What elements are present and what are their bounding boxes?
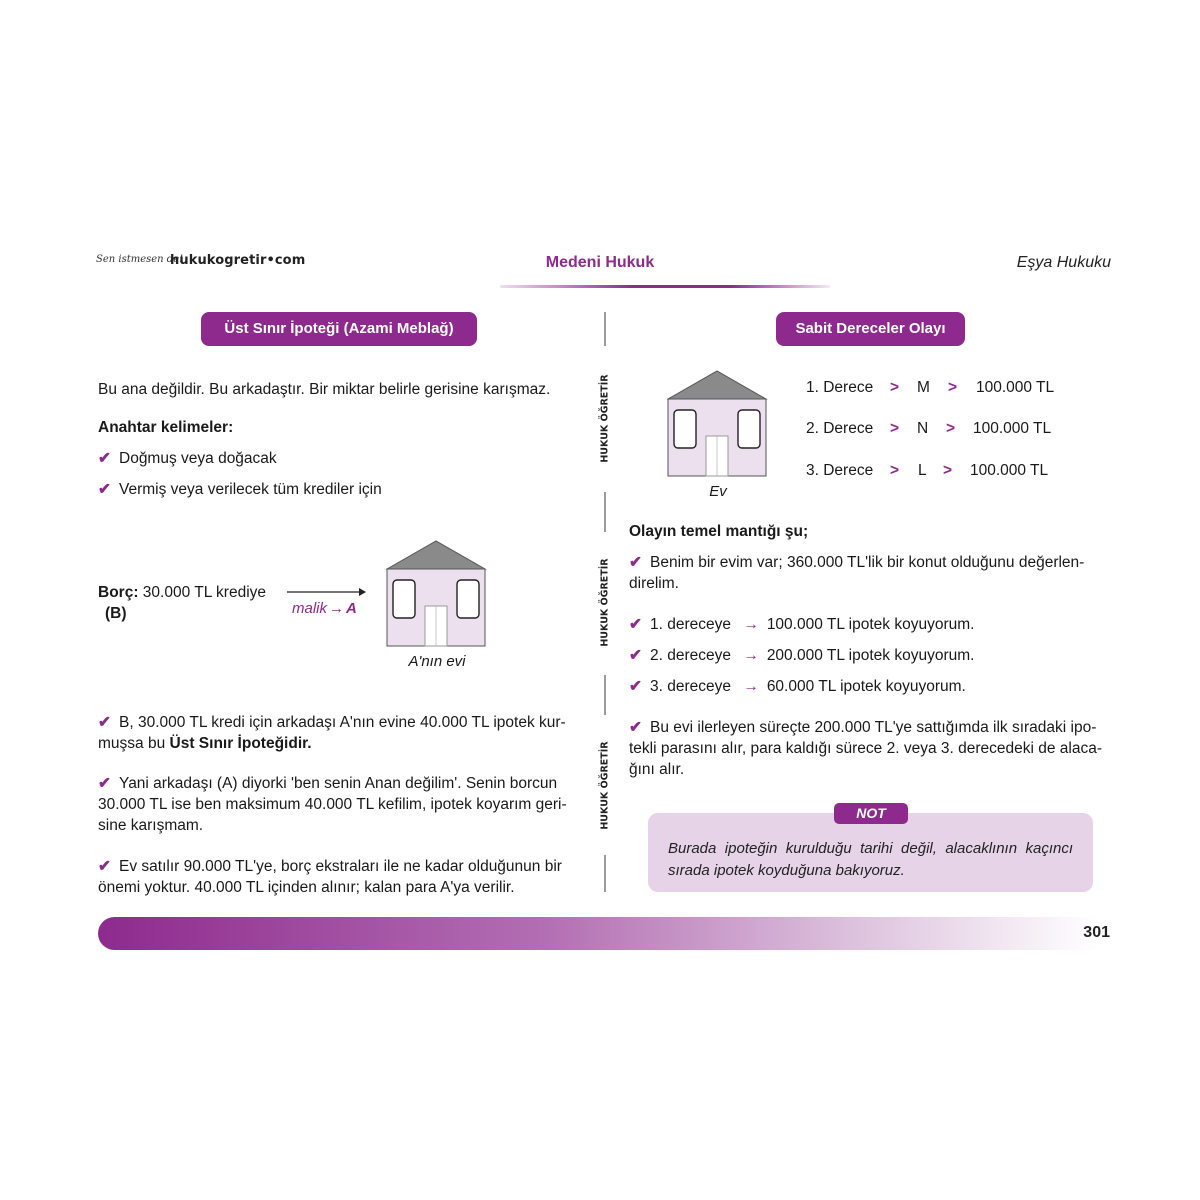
page-header-title: Medeni Hukuk <box>545 254 655 271</box>
section-title: Eşya Hukuku <box>1016 254 1111 271</box>
check-icon: ✔ <box>98 858 111 875</box>
debt-party: (B) <box>105 605 127 622</box>
arrow-icon: → <box>743 678 759 695</box>
keyword-item: ✔ Vermiş veya verilecek tüm krediler için <box>98 481 382 498</box>
header-underline <box>500 285 830 288</box>
owner-label: malik → A <box>292 600 357 617</box>
house-caption: A'nın evi <box>408 653 466 670</box>
paragraph: ✔ Yani arkadaşı (A) diyorki 'ben senin Anan değilim'. Senin borcun 30.000 TL ise ben maksimum 40.000 TL kefilim, ipotek koyarım geri- sine karışmam. <box>98 775 567 834</box>
house-icon <box>667 370 769 478</box>
column-divider <box>604 492 606 532</box>
column-divider <box>604 675 606 715</box>
check-icon: ✔ <box>629 554 642 571</box>
paragraph: ✔ Benim bir evim var; 360.000 TL'lik bir konut olduğunu değerlen- direlim. <box>629 554 1085 592</box>
debt-line: Borç: 30.000 TL krediye <box>98 584 267 601</box>
intro-text: Bu ana değildir. Bu arkadaştır. Bir miktar belirle gerisine karışmaz. <box>98 381 551 398</box>
note-tag: NOT <box>834 803 908 824</box>
step-item: ✔ 1. dereceye → 100.000 TL ipotek koyuyorum. <box>629 616 975 633</box>
footer-bar <box>98 917 1098 950</box>
arrow-icon: → <box>743 647 759 664</box>
house-caption: Ev <box>709 483 727 500</box>
paragraph: ✔ B, 30.000 TL kredi için arkadaşı A'nın evine 40.000 TL ipotek kur- muşsa bu Üst Sınır İpoteğidir. <box>98 714 566 752</box>
keyword-item: ✔ Doğmuş veya doğacak <box>98 450 277 467</box>
degree-row: 2. Derece > N > 100.000 TL <box>806 420 1052 437</box>
check-icon: ✔ <box>629 678 642 695</box>
degree-row: 3. Derece > L > 100.000 TL <box>806 462 1049 479</box>
logic-title: Olayın temel mantığı şu; <box>629 523 809 540</box>
check-icon: ✔ <box>98 450 111 467</box>
column-divider <box>604 312 606 346</box>
step-item: ✔ 2. dereceye → 200.000 TL ipotek koyuyorum. <box>629 647 975 664</box>
brand-logo[interactable]: hukukogretir•com <box>170 253 306 268</box>
paragraph: ✔ Ev satılır 90.000 TL'ye, borç ekstraları ile ne kadar olduğunun bir önemi yoktur. 40.000 TL içinden alınır; kalan para A'ya verilir. <box>98 858 562 896</box>
side-watermark-label: HUKUK ÖĞRETİR <box>599 741 611 830</box>
paragraph: ✔ Bu evi ilerleyen süreçte 200.000 TL'ye sattığımda ilk sıradaki ipo- tekli parasını alır, para kaldığı sürece 2. veya 3. derecedeki de alaca- ğını alır. <box>629 719 1103 778</box>
brand-tagline: Sen istmesen de! <box>96 254 184 265</box>
house-icon <box>386 540 488 648</box>
check-icon: ✔ <box>629 647 642 664</box>
left-section-heading: Üst Sınır İpoteği (Azami Meblağ) <box>201 312 477 346</box>
arrow-icon <box>287 586 367 598</box>
check-icon: ✔ <box>98 481 111 498</box>
page-number: 301 <box>1083 924 1110 941</box>
check-icon: ✔ <box>98 775 111 792</box>
side-watermark-label: HUKUK ÖĞRETİR <box>599 558 611 647</box>
column-divider <box>604 855 606 892</box>
check-icon: ✔ <box>629 719 642 736</box>
degree-row: 1. Derece > M > 100.000 TL <box>806 379 1055 396</box>
check-icon: ✔ <box>98 714 111 731</box>
check-icon: ✔ <box>629 616 642 633</box>
note-text: Burada ipoteğin kurulduğu tarihi değil, alacaklının kaçıncı sırada ipotek koyduğuna bakıyoruz. <box>668 840 1073 879</box>
side-watermark-label: HUKUK ÖĞRETİR <box>599 374 611 463</box>
arrow-icon: → <box>743 616 759 633</box>
right-section-heading: Sabit Dereceler Olayı <box>776 312 965 346</box>
keywords-title: Anahtar kelimeler: <box>98 419 234 436</box>
step-item: ✔ 3. dereceye → 60.000 TL ipotek koyuyorum. <box>629 678 966 695</box>
